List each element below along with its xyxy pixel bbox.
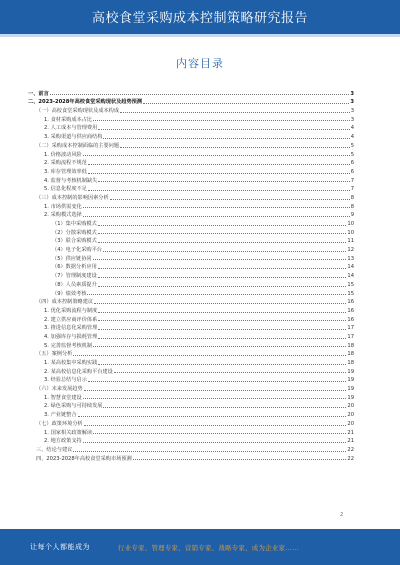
toc-entry-page: 8 <box>350 203 354 210</box>
toc-entry-label: 2. 采购流程不规范 <box>44 160 87 167</box>
toc-entry-page: 18 <box>347 351 354 358</box>
toc-leader-dots <box>73 451 346 452</box>
toc-leader-dots <box>87 294 346 295</box>
toc-entry[interactable] <box>28 175 354 184</box>
toc-entry-page: 9 <box>350 212 354 219</box>
toc-leader-dots <box>88 173 350 174</box>
toc-title: 内容目录 <box>176 57 224 70</box>
toc-entry-page: 15 <box>347 281 354 288</box>
toc-leader-dots <box>120 112 350 113</box>
toc-entry-page: 16 <box>347 316 354 323</box>
toc-entry-page: 18 <box>347 360 354 366</box>
toc-entry[interactable] <box>28 192 354 201</box>
toc-entry-page: 7 <box>350 186 354 193</box>
toc-leader-dots <box>88 381 346 382</box>
toc-entry[interactable] <box>28 149 354 158</box>
report-title: 高校食堂采购成本控制策略研究报告 <box>91 10 308 26</box>
toc-entry[interactable] <box>28 305 354 314</box>
toc-entry-label: 四、2023-2028年高校食堂采购市场预测 <box>36 455 132 462</box>
toc-leader-dots <box>84 425 347 426</box>
toc-entry[interactable] <box>28 392 354 401</box>
toc-entry-page: 16 <box>347 307 354 314</box>
toc-entry[interactable] <box>28 297 354 306</box>
toc-entry-page: 5 <box>350 151 354 158</box>
toc-leader-dots <box>83 216 350 217</box>
toc-entry-page: 21 <box>347 438 354 445</box>
toc-entry-label: 三、结论与建议 <box>36 446 73 453</box>
toc-entry-label: 1. 优化采购流程与制度 <box>44 307 98 314</box>
toc-entry-page: 22 <box>347 446 354 453</box>
toc-leader-dots <box>93 259 347 260</box>
toc-entry-label: 5. 信息化程度不足 <box>44 186 87 193</box>
toc-entry-label: （五）案例分析 <box>36 351 73 358</box>
toc-entry-page: 6 <box>350 168 354 175</box>
toc-entry-label: （七）政策环境分析 <box>36 420 83 427</box>
toc-entry-page: 14 <box>347 273 354 280</box>
toc-entry-label: （三）成本控制的影响因素分析 <box>36 194 109 201</box>
toc-entry[interactable] <box>28 349 354 358</box>
toc-entry[interactable] <box>28 114 354 123</box>
toc-entry-label: 2. 人工成本与管理费用 <box>44 125 98 132</box>
toc-entry-page: 21 <box>347 429 354 436</box>
toc-entry[interactable] <box>28 366 354 375</box>
toc-entry[interactable] <box>28 331 354 340</box>
toc-leader-dots <box>83 155 350 156</box>
toc-entry[interactable] <box>28 453 354 462</box>
toc-entry-label: 4. 监督与考核机制缺失 <box>44 177 98 184</box>
toc-entry[interactable] <box>28 201 354 210</box>
toc-entry[interactable] <box>28 288 354 297</box>
toc-entry-label: （3）联合采购模式 <box>52 238 97 245</box>
toc-entry-label: （四）成本控制策略建议 <box>36 299 94 306</box>
toc-entry-label: 3. 采购渠道与供应商结构 <box>44 134 103 141</box>
toc-entry[interactable] <box>28 236 354 245</box>
toc-leader-dots <box>93 346 346 347</box>
toc-leader-dots <box>133 459 347 460</box>
toc-entry[interactable] <box>28 227 354 236</box>
toc-entry-page: 3 <box>350 108 354 115</box>
toc-leader-dots <box>50 94 350 95</box>
toc-entry-label: 2. 建立供应商评价体系 <box>44 316 98 323</box>
toc-leader-dots <box>98 364 346 365</box>
toc-entry-label: （5）供应链协同 <box>52 255 92 262</box>
toc-entry[interactable] <box>28 314 354 323</box>
toc-entry-label: 4. 加强库存与损耗管理 <box>44 333 98 340</box>
toc-entry[interactable] <box>28 444 354 453</box>
toc-leader-dots <box>73 355 346 356</box>
toc-entry-label: 2. 绿色采购与可持续发展 <box>44 403 103 410</box>
toc-leader-dots <box>120 147 350 148</box>
toc-entry-page: 15 <box>347 290 354 297</box>
toc-leader-dots <box>83 398 347 399</box>
footer-slogan: 行业专家、管理专家、营销专家、战略专家、成为企业家…… <box>118 543 299 552</box>
toc-entry[interactable] <box>28 210 354 219</box>
toc-entry-page: 22 <box>347 455 354 462</box>
toc-entry-label: （8）人员素质提升 <box>52 281 97 288</box>
toc-entry[interactable] <box>28 218 354 227</box>
toc-leader-dots <box>98 277 347 278</box>
toc-leader-dots <box>103 138 349 139</box>
toc-entry-page: 3 <box>350 116 354 123</box>
page-number: 2 <box>340 512 344 518</box>
toc-entry-page: 14 <box>347 264 354 271</box>
toc-entry-label: （1）集中采购模式 <box>52 221 97 227</box>
toc-leader-dots <box>103 251 346 252</box>
toc-leader-dots <box>98 129 349 130</box>
toc-entry-label: 1. 智慧食堂建设 <box>44 394 82 401</box>
toc-leader-dots <box>83 207 350 208</box>
toc-entry-label: 一、前言 <box>28 90 49 97</box>
toc-entry[interactable] <box>28 244 354 253</box>
toc-entry-page: 3 <box>350 99 354 106</box>
toc-entry-page: 16 <box>347 299 354 306</box>
toc-entry-page: 17 <box>347 325 354 332</box>
toc-entry-page: 4 <box>350 125 354 132</box>
toc-leader-dots <box>98 181 349 182</box>
toc-leader-dots <box>98 338 346 339</box>
toc-entry-page: 19 <box>347 394 354 401</box>
toc-entry[interactable] <box>28 409 354 418</box>
toc-entry[interactable] <box>28 131 354 140</box>
toc-entry-label: 3. 产业链整合 <box>44 412 77 419</box>
toc-entry-page: 3 <box>350 90 354 97</box>
toc-entry-page: 11 <box>347 238 354 245</box>
toc-leader-dots <box>103 407 346 408</box>
toc-entry[interactable] <box>28 166 354 175</box>
toc-entry[interactable] <box>28 158 354 167</box>
toc-entry-label: （二）采购成本控制面临的主要问题 <box>36 142 120 149</box>
header-divider <box>0 34 400 37</box>
toc-leader-dots <box>98 242 347 243</box>
report-footer <box>0 529 400 565</box>
toc-entry[interactable] <box>28 383 354 392</box>
toc-entry-label: 1. 某高校集中采购实践 <box>44 360 98 366</box>
toc-entry-label: 2. 某高校信息化采购平台建设 <box>44 368 113 375</box>
toc-entry-page: 20 <box>347 420 354 427</box>
toc-entry-page: 4 <box>350 134 354 141</box>
toc-leader-dots <box>83 442 347 443</box>
toc-leader-dots <box>114 372 347 373</box>
toc-entry-page: 19 <box>347 377 354 384</box>
toc-leader-dots <box>98 286 347 287</box>
toc-entry-page: 10 <box>347 221 354 227</box>
toc-entry[interactable] <box>28 340 354 349</box>
toc-leader-dots <box>98 233 347 234</box>
toc-entry-label: 1. 价格波动风险 <box>44 151 82 158</box>
toc-entry-page: 6 <box>350 160 354 167</box>
toc-leader-dots <box>98 268 347 269</box>
toc-entry-label: （9）绩效考核 <box>52 290 87 297</box>
toc-entry[interactable] <box>28 270 354 279</box>
toc-entry-label: 1. 食材采购成本占比 <box>44 116 93 123</box>
toc-entry[interactable] <box>28 436 354 445</box>
toc-leader-dots <box>84 390 347 391</box>
toc-leader-dots <box>98 312 346 313</box>
toc-leader-dots <box>110 199 350 200</box>
toc-entry-label: 2. 采购模式选择 <box>44 212 82 219</box>
toc-entry[interactable] <box>28 184 354 193</box>
toc-leader-dots <box>94 303 346 304</box>
toc-entry[interactable] <box>28 427 354 436</box>
toc-entry-label: 2. 地方政策支持 <box>44 438 82 445</box>
toc-entry-page: 20 <box>347 403 354 410</box>
toc-entry[interactable] <box>28 105 354 114</box>
toc-entry-page: 19 <box>347 386 354 393</box>
toc-entry[interactable] <box>28 375 354 384</box>
toc-entry-label: 二、2023-2028年高校食堂采购现状及趋势预测 <box>28 99 143 106</box>
toc-entry-label: 3. 推进信息化采购管理 <box>44 325 98 332</box>
footer-tagline: 让每个人都能成为 <box>30 543 90 551</box>
toc-entry-label: 3. 库存管理效率低 <box>44 168 87 175</box>
toc-entry[interactable] <box>28 140 354 149</box>
toc-entry[interactable] <box>28 253 354 262</box>
table-of-contents <box>28 88 354 462</box>
toc-leader-dots <box>93 433 346 434</box>
toc-leader-dots <box>88 190 350 191</box>
toc-entry-label: 1. 市场供需变化 <box>44 203 82 210</box>
toc-leader-dots <box>98 225 347 226</box>
toc-entry-page: 20 <box>347 412 354 419</box>
toc-entry-label: （4）电子化采购平台 <box>52 247 102 254</box>
toc-entry[interactable] <box>28 123 354 132</box>
toc-entry[interactable] <box>28 262 354 271</box>
toc-leader-dots <box>98 320 346 321</box>
toc-leader-dots <box>78 416 347 417</box>
toc-entry-label: （6）数据分析应用 <box>52 264 97 271</box>
toc-entry-page: 10 <box>347 229 354 236</box>
toc-entry[interactable] <box>28 88 354 97</box>
toc-entry-page: 8 <box>350 194 354 201</box>
toc-entry-label: 1. 国家相关政策解读 <box>44 429 93 436</box>
toc-entry-label: （六）未来发展趋势 <box>36 386 83 393</box>
toc-entry-label: （7）管理制度建设 <box>52 273 97 280</box>
toc-entry-page: 5 <box>350 142 354 149</box>
toc-entry-page: 17 <box>347 333 354 340</box>
toc-entry-label: 3. 经验总结与启示 <box>44 377 87 384</box>
toc-entry[interactable] <box>28 279 354 288</box>
toc-entry-page: 13 <box>347 255 354 262</box>
toc-entry-label: （2）分散采购模式 <box>52 229 97 236</box>
toc-entry[interactable] <box>28 323 354 332</box>
toc-entry-page: 12 <box>347 247 354 254</box>
toc-entry[interactable] <box>28 357 354 366</box>
toc-entry[interactable] <box>28 97 354 106</box>
toc-entry[interactable] <box>28 401 354 410</box>
toc-entry-page: 18 <box>347 342 354 349</box>
toc-entry[interactable] <box>28 418 354 427</box>
toc-leader-dots <box>143 103 349 104</box>
toc-entry-label: （一）高校食堂采购现状及成本构成 <box>36 108 120 115</box>
toc-entry-page: 19 <box>347 368 354 375</box>
report-header <box>0 0 400 34</box>
toc-entry-page: 7 <box>350 177 354 184</box>
toc-leader-dots <box>93 120 350 121</box>
toc-leader-dots <box>98 329 346 330</box>
toc-leader-dots <box>88 164 350 165</box>
toc-entry-label: 5. 完善监督考核机制 <box>44 342 93 349</box>
